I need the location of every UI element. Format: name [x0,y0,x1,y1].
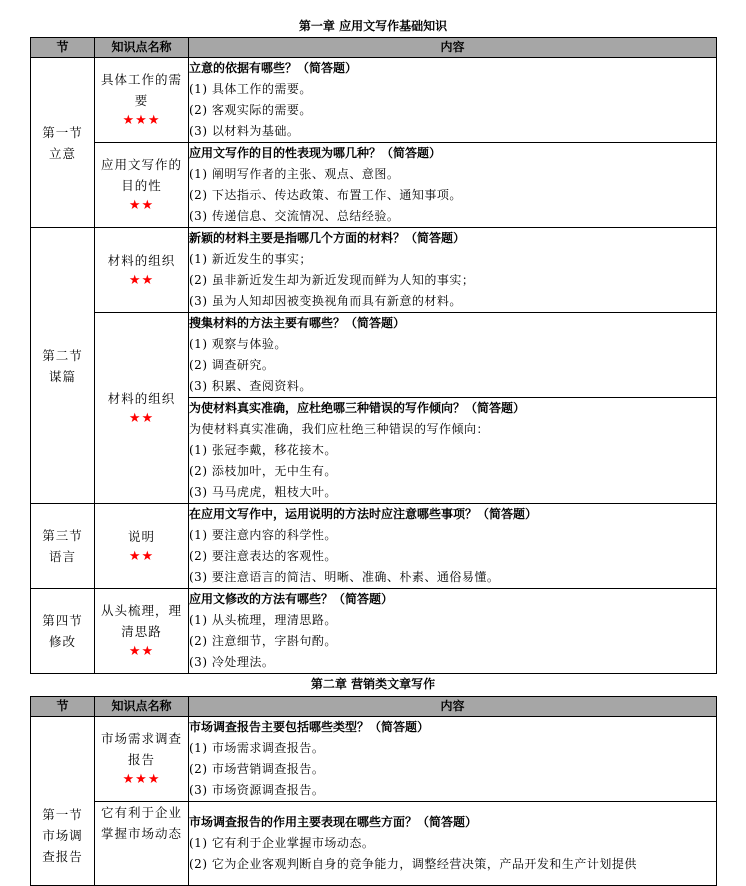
section-cell [31,717,95,886]
section-cell [31,504,95,589]
table-row [31,504,717,589]
answer-line: (3) 市场资源调查报告。 [189,783,325,797]
topic-cell [95,58,189,143]
header-content: 内容 [189,38,717,58]
answer-line: (1) 它有利于企业掌握市场动态。 [189,836,375,850]
section-label: 第一节 市场调 查报告 [42,807,83,864]
header-topic: 知识点名称 [95,38,189,58]
header-section: 节 [31,38,95,58]
header-section: 节 [31,697,95,717]
answer-line: 为使材料真实准确，我们应杜绝三种错误的写作倾向： [189,422,490,436]
chapter-1-table [30,37,717,674]
star-rating: ★★★ [122,113,161,128]
topic-cell [95,717,189,802]
star-rating: ★★ [128,548,155,564]
answer-line: (3) 以材料为基础。 [189,124,300,138]
answer-line: (1) 从头梳理，理清思路。 [189,613,337,627]
content-cell [189,398,717,504]
answer-line: (1) 要注意内容的科学性。 [189,528,337,542]
content-cell [189,504,717,589]
answer-line: (2) 注意细节，字斟句酌。 [189,634,337,648]
topic-cell [95,228,189,313]
answer-line: (1) 观察与体验。 [189,337,287,351]
section-label: 第一节 立意 [42,124,83,161]
topic-label: 应用文写作的目的性 [100,157,182,193]
answer-line: (1) 市场需求调查报告。 [189,741,325,755]
section-cell [31,228,95,504]
question-title: 立意的依据有哪些？（简答题） [189,61,358,75]
star-rating: ★★ [128,410,155,426]
topic-label: 具体工作的需要 [100,72,182,108]
section-cell [31,58,95,228]
table-row [31,802,717,886]
answer-line: (1) 具体工作的需要。 [189,82,312,96]
question-title: 为使材料真实准确，应杜绝哪三种错误的写作倾向？（简答题） [189,401,526,415]
answer-line: (2) 调查研究。 [189,358,275,372]
topic-label: 材料的组织 [107,252,176,268]
table-row [31,717,717,802]
topic-label: 材料的组织 [107,390,176,406]
chapter-2-table [30,696,717,886]
chapter-1-title: 第一章 应用文写作基础知识 [298,19,448,33]
content-cell [189,143,717,228]
answer-line: (2) 要注意表达的客观性。 [189,549,337,563]
topic-label: 它有利于企业掌握市场动态 [100,805,182,841]
topic-label: 从头梳理，理清思路 [100,603,182,639]
topic-cell [95,313,189,504]
header-row [31,697,717,717]
topic-cell [95,802,189,886]
answer-line: (2) 添枝加叶，无中生有。 [189,464,337,478]
answer-line: (2) 客观实际的需要。 [189,103,312,117]
section-label: 第二节 谋篇 [42,347,83,384]
answer-line: (2) 它为企业客观判断自身的竞争能力，调整经营决策，产品开发和生产计划提供 [189,857,637,871]
question-title: 在应用文写作中，运用说明的方法时应注意哪些事项？（简答题） [189,507,538,521]
section-label: 第三节 语言 [42,528,83,564]
answer-line: (2) 虽非新近发生却为新近发现而鲜为人知的事实； [189,273,475,287]
star-rating: ★★ [128,272,155,288]
content-cell [189,228,717,313]
topic-label: 说明 [127,528,155,544]
header-topic: 知识点名称 [95,697,189,717]
answer-line: (3) 传递信息、交流情况、总结经验。 [189,209,400,223]
answer-line: (1) 张冠李戴，移花接木。 [189,443,337,457]
header-content: 内容 [189,697,717,717]
table-row [31,313,717,398]
star-rating: ★★ [128,644,155,659]
table-row [31,58,717,143]
topic-label: 市场需求调查报告 [100,731,182,767]
question-title: 市场调查报告主要包括哪些类型？（简答题） [189,720,430,734]
answer-line: (2) 市场营销调查报告。 [189,762,325,776]
chapter-2-title: 第二章 营销类文章写作 [310,677,436,691]
answer-line: (3) 虽为人知却因被变换视角而具有新意的材料。 [189,294,462,308]
answer-line: (3) 要注意语言的简洁、明晰、准确、朴素、通俗易懂。 [189,570,500,584]
question-title: 应用文写作的目的性表现为哪几种？（简答题） [189,146,442,160]
answer-line: (3) 马马虎虎，粗枝大叶。 [189,485,337,499]
question-title: 市场调查报告的作用主要表现在哪些方面？（简答题） [189,815,478,829]
star-rating: ★★★ [122,772,161,787]
answer-line: (2) 下达指示、传达政策、布置工作、通知事项。 [189,188,462,202]
answer-line: (3) 积累、查阅资料。 [189,379,312,393]
answer-line: (1) 阐明写作者的主张、观点、意图。 [189,167,400,181]
table-row [31,589,717,674]
question-title: 新颖的材料主要是指哪几个方面的材料？（简答题） [189,231,466,245]
answer-line: (3) 冷处理法。 [189,655,275,669]
header-row [31,38,717,58]
answer-line: (1) 新近发生的事实； [189,252,312,266]
topic-cell [95,143,189,228]
star-rating: ★★ [128,198,155,213]
section-label: 第四节 修改 [42,613,83,649]
table-row [31,143,717,228]
question-title: 应用文修改的方法有哪些？（简答题） [189,592,394,606]
topic-cell [95,504,189,589]
question-title: 搜集材料的方法主要有哪些？（简答题） [189,316,406,330]
section-cell [31,589,95,674]
content-cell [189,717,717,802]
content-cell [189,589,717,674]
content-cell [189,802,717,886]
topic-cell [95,589,189,674]
content-cell [189,313,717,398]
content-cell [189,58,717,143]
table-row [31,228,717,313]
